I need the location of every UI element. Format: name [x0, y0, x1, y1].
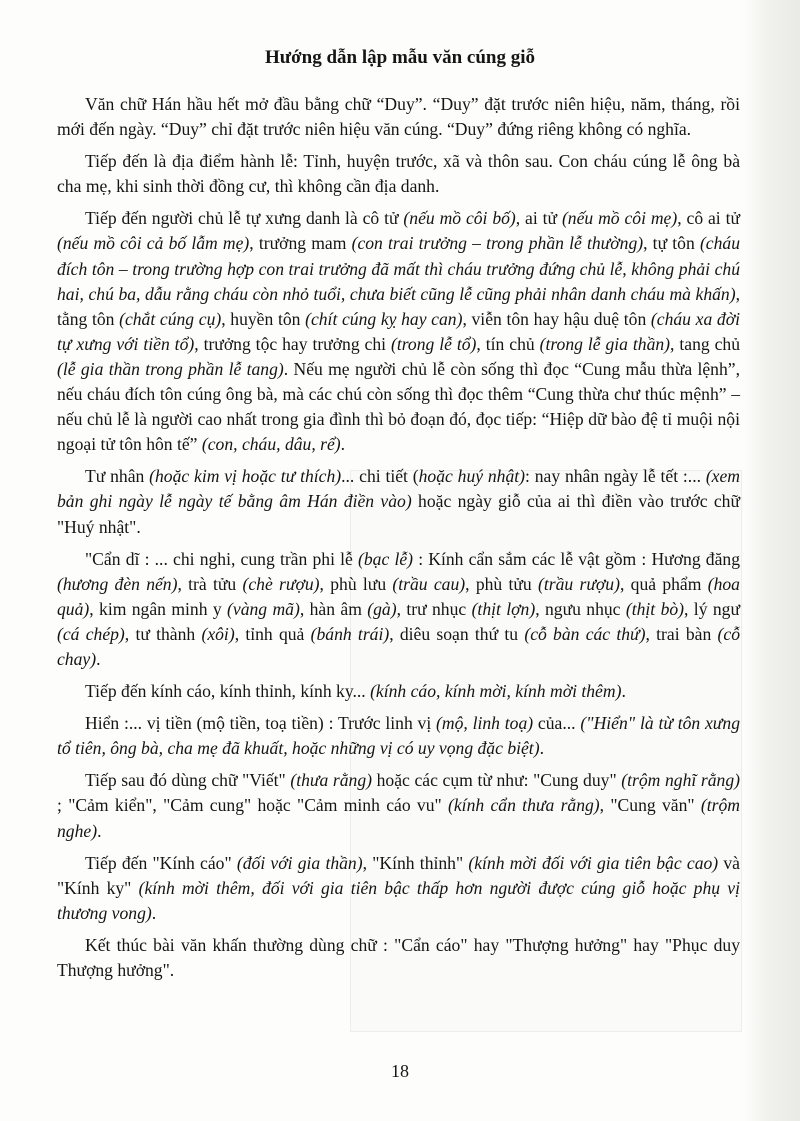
text-run: , phù lưu — [319, 573, 393, 594]
italic-gloss: (mộ, linh toạ) — [436, 713, 534, 734]
italic-gloss: (cỗ chay) — [57, 623, 740, 669]
italic-gloss: (xôi) — [201, 623, 235, 644]
italic-gloss: (nếu mồ côi mẹ) — [561, 208, 678, 229]
italic-gloss: (chắt cúng cụ) — [119, 308, 222, 329]
text-run: . — [97, 820, 102, 841]
text-run: Văn chữ Hán hầu hết mở đầu bằng chữ “Duy”. “Duy” đặt trước niên hiệu, năm, tháng, rồi mới đến ngày. “Duy” chỉ đặt trước niên hiệu văn cúng. “Duy” đứng riêng không có nghĩa. — [57, 94, 740, 140]
italic-gloss: (xem bản ghi ngày lễ ngày tế bằng âm Hán điền vào) — [57, 466, 741, 512]
text-run: "Cẩn dĩ : ... chi nghi, cung trần phi lễ — [85, 548, 359, 569]
text-run: . Nếu mẹ người chủ lễ còn sống thì đọc “Cung mẫu thừa lệnh”, nếu cháu đích tôn cúng ông bà, mà các chú còn sống thì đọc thêm “Cung thừa chư thúc mệnh” – nếu chủ lễ là người cao nhất trong gia đình thì bỏ đoạn đó, đọc tiếp: “Hiệp dữ bào đệ tỉ muội nội ngoại tử tôn hôn tế” — [57, 358, 740, 455]
text-run: , viễn tôn hay hậu duệ tôn — [462, 308, 651, 329]
italic-gloss: (lễ gia thần trong phần lễ tang) — [57, 358, 284, 379]
italic-gloss: (trộm nghe) — [57, 795, 740, 841]
paragraph — [57, 206, 740, 457]
italic-gloss: (thưa rằng) — [290, 770, 373, 791]
text-run: . — [96, 648, 101, 669]
text-run: : nay nhân ngày lễ tết :... — [525, 466, 706, 487]
italic-gloss: (gà) — [367, 598, 397, 619]
text-run: , quả phẩm — [619, 573, 708, 594]
text-run: ... chi tiết ( — [341, 466, 419, 487]
text-run: . — [151, 902, 157, 923]
italic-gloss: (chít cúng kỵ hay can) — [305, 308, 463, 329]
italic-gloss: (đối với gia thần) — [236, 852, 363, 873]
italic-gloss: (thịt lợn) — [471, 598, 536, 619]
italic-gloss: (trộm nghĩ rằng) — [621, 770, 740, 791]
text-run: Tư nhân — [85, 466, 150, 487]
italic-gloss: (trong lễ gia thần) — [539, 333, 671, 354]
text-run: , trưởng tộc hay trưởng chi — [194, 333, 391, 354]
text-run: , tín chủ — [476, 333, 540, 354]
italic-gloss: (kính mời thêm, đối với gia tiên bậc thấp hơn người được cúng giỗ hoặc phụ vị thương vong) — [57, 877, 740, 923]
text-run: Tiếp đến kính cáo, kính thỉnh, kính ky... — [85, 681, 371, 702]
italic-gloss: hoặc huý nhật) — [418, 466, 526, 487]
text-run: Tiếp đến người chủ lễ tự xưng danh là cô tử — [85, 208, 404, 229]
italic-gloss: ("Hiển" là từ tôn xưng tổ tiên, ông bà, cha mẹ đã khuất, hoặc những vị có uy vọng đặc biệt) — [57, 713, 740, 759]
text-run: Tiếp sau đó dùng chữ "Viết" — [85, 770, 291, 791]
text-run: hoặc ngày giỗ của ai thì điền vào trước chữ "Huý nhật". — [57, 491, 740, 537]
text-run: Tiếp đến là địa điểm hành lễ: Tỉnh, huyện trước, xã và thôn sau. Con cháu cúng lễ ông bà cha mẹ, khi sinh thời đồng cư, thì không cần địa danh. — [57, 151, 740, 197]
text-run: , trà tửu — [177, 573, 243, 594]
text-run: Hiển :... vị tiền (mộ tiền, toạ tiền) : Trước linh vị — [85, 713, 437, 734]
italic-gloss: (cháu đích tôn – trong trường hợp con trai trưởng đã mất thì cháu trưởng đứng chủ lễ, không phải chú hai, chú ba, dẫu rằng cháu còn nhỏ tuổi, chưa biết cũng lễ cũng phải nhân danh cháu mà khấn) — [57, 233, 741, 304]
text-run: , "Cung văn" — [599, 795, 701, 816]
text-run: Tiếp đến "Kính cáo" — [85, 852, 237, 873]
italic-gloss: (con trai trưởng – trong phần lễ thường) — [351, 233, 644, 254]
italic-gloss: (nếu mồ côi bố) — [403, 208, 516, 229]
text-run: . — [340, 434, 346, 455]
italic-gloss: (cá chép) — [57, 623, 125, 644]
italic-gloss: (con, cháu, dâu, rể) — [201, 434, 341, 455]
paragraph — [57, 149, 740, 199]
italic-gloss: (bạc lễ) — [358, 548, 414, 569]
italic-gloss: (trầu cau) — [392, 573, 466, 594]
italic-gloss: (thịt bò) — [625, 598, 685, 619]
text-run: , tư thành — [124, 623, 202, 644]
italic-gloss: (kính cẩn thưa rằng) — [448, 795, 600, 816]
page-edge-shadow — [745, 0, 800, 1121]
text-run: , hàn âm — [299, 598, 368, 619]
italic-gloss: (hoa quả) — [57, 573, 740, 619]
paragraph — [57, 933, 740, 983]
paragraph — [57, 464, 740, 539]
paragraph — [57, 679, 740, 704]
page-title: Hướng dẫn lập mẫu văn cúng giỗ — [264, 47, 536, 68]
text-run: , ai tử — [515, 208, 562, 229]
text-run: , cô ai tử — [677, 208, 741, 229]
text-run: : Kính cẩn sắm các lễ vật gồm : Hương đăng — [413, 548, 740, 569]
text-run: , ngưu nhục — [535, 598, 626, 619]
text-run: , tự tôn — [643, 233, 700, 254]
text-run: hoặc các cụm từ như: "Cung duy" — [372, 770, 622, 791]
paragraph — [57, 768, 740, 843]
text-run: , trưởng mam — [249, 233, 352, 254]
italic-gloss: (bánh trái) — [310, 623, 390, 644]
italic-gloss: (trầu rượu) — [538, 573, 620, 594]
text-run: , trư nhục — [396, 598, 472, 619]
italic-gloss: (cháu xa đời tự xưng với tiền tổ) — [57, 308, 740, 354]
text-run: , lý ngư — [684, 598, 740, 619]
paragraph — [57, 711, 740, 761]
text-run: . — [539, 738, 544, 759]
italic-gloss: (hoặc kim vị hoặc tư thích) — [149, 466, 342, 487]
italic-gloss: (vàng mã) — [227, 598, 300, 619]
body-text — [57, 92, 740, 990]
paragraph — [57, 547, 740, 672]
italic-gloss: (hương đèn nến) — [57, 573, 178, 594]
text-run: ; "Cảm kiển", "Cảm cung" hoặc "Cảm minh cáo vu" — [57, 795, 449, 816]
italic-gloss: (chè rượu) — [242, 573, 320, 594]
paragraph — [57, 851, 740, 926]
text-run: và "Kính ky" — [57, 852, 740, 898]
text-run: Kết thúc bài văn khấn thường dùng chữ : "Cẩn cáo" hay "Thượng hưởng" hay "Phục duy Thượng hưởng". — [57, 934, 740, 980]
italic-gloss: (cỗ bàn các thứ) — [524, 623, 646, 644]
text-run: , phù tửu — [465, 573, 538, 594]
text-run: của... — [533, 713, 581, 734]
text-run: , tang chủ — [670, 333, 741, 354]
text-run: , tỉnh quả — [234, 623, 311, 644]
page-number: 18 — [391, 1061, 409, 1081]
text-run: . — [621, 681, 626, 702]
text-run: , trai bàn — [645, 623, 718, 644]
italic-gloss: (kính cáo, kính mời, kính mời thêm) — [370, 681, 622, 702]
italic-gloss: (kính mời đối với gia tiên bậc cao) — [468, 852, 719, 873]
text-run: , "Kính thỉnh" — [362, 852, 469, 873]
paragraph — [57, 92, 740, 142]
text-run: , huyền tôn — [221, 308, 306, 329]
text-run: , kim ngân minh y — [89, 598, 228, 619]
text-run: , tằng tôn — [57, 283, 740, 329]
italic-gloss: (nếu mồ côi cả bố lẫm mẹ) — [57, 233, 250, 254]
text-run: , diêu soạn thứ tu — [389, 623, 525, 644]
italic-gloss: (trong lễ tổ) — [390, 333, 477, 354]
